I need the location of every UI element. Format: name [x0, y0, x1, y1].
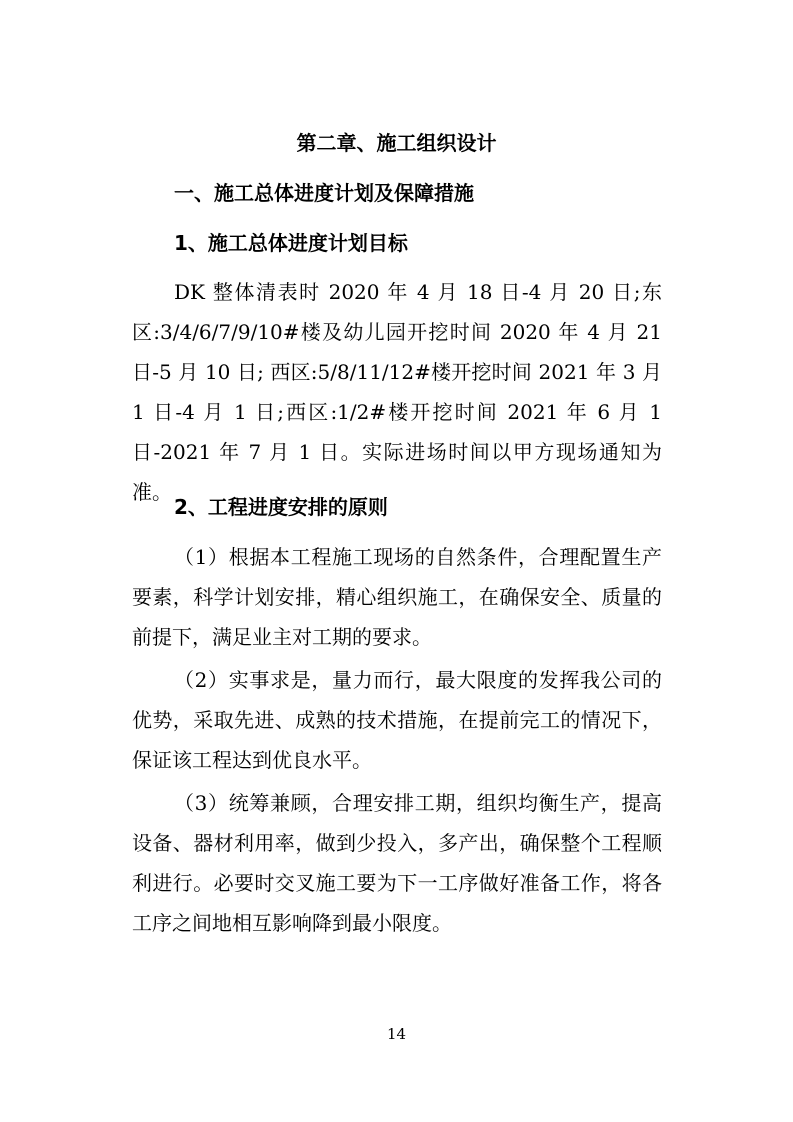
- section-heading: 一、施工总体进度计划及保障措施: [174, 181, 474, 205]
- paragraph-principle-3: （3）统筹兼顾，合理安排工期，组织均衡生产，提高设备、器材利用率，做到少投入，多产出，确保整个工程顺利进行。必要时交叉施工要为下一工序做好准备工作，将各工序之间地相互影响降到最小限度。: [132, 791, 662, 935]
- chapter-title: 第二章、施工组织设计: [296, 131, 497, 155]
- paragraph-schedule-goal: DK 整体清表时 2020 年 4 月 18 日-4 月 20 日;东区:3/4/6/7/9/10#楼及幼儿园开挖时间 2020 年 4 月 21 日-5 月 10 日; 西区:5/8/11/12#楼开挖时间 2021 年 3 月 1 日-4 月 1 日;西区:1/2#楼开挖时间 2021 年 6 月 1 日-2021 年 7 月 1 日。实际进场时间以甲方现场通知为准。: [132, 280, 662, 504]
- page-number: 14: [386, 1025, 407, 1043]
- subsection-heading-schedule-goal: 1、施工总体进度计划目标: [174, 231, 408, 255]
- subsection-heading-principles: 2、工程进度安排的原则: [174, 495, 388, 519]
- paragraph-principle-2: （2）实事求是，量力而行，最大限度的发挥我公司的优势，采取先进、成熟的技术措施，在提前完工的情况下，保证该工程达到优良水平。: [132, 668, 662, 772]
- paragraph-principle-1: （1）根据本工程施工现场的自然条件，合理配置生产要素，科学计划安排，精心组织施工，在确保安全、质量的前提下，满足业主对工期的要求。: [132, 545, 662, 649]
